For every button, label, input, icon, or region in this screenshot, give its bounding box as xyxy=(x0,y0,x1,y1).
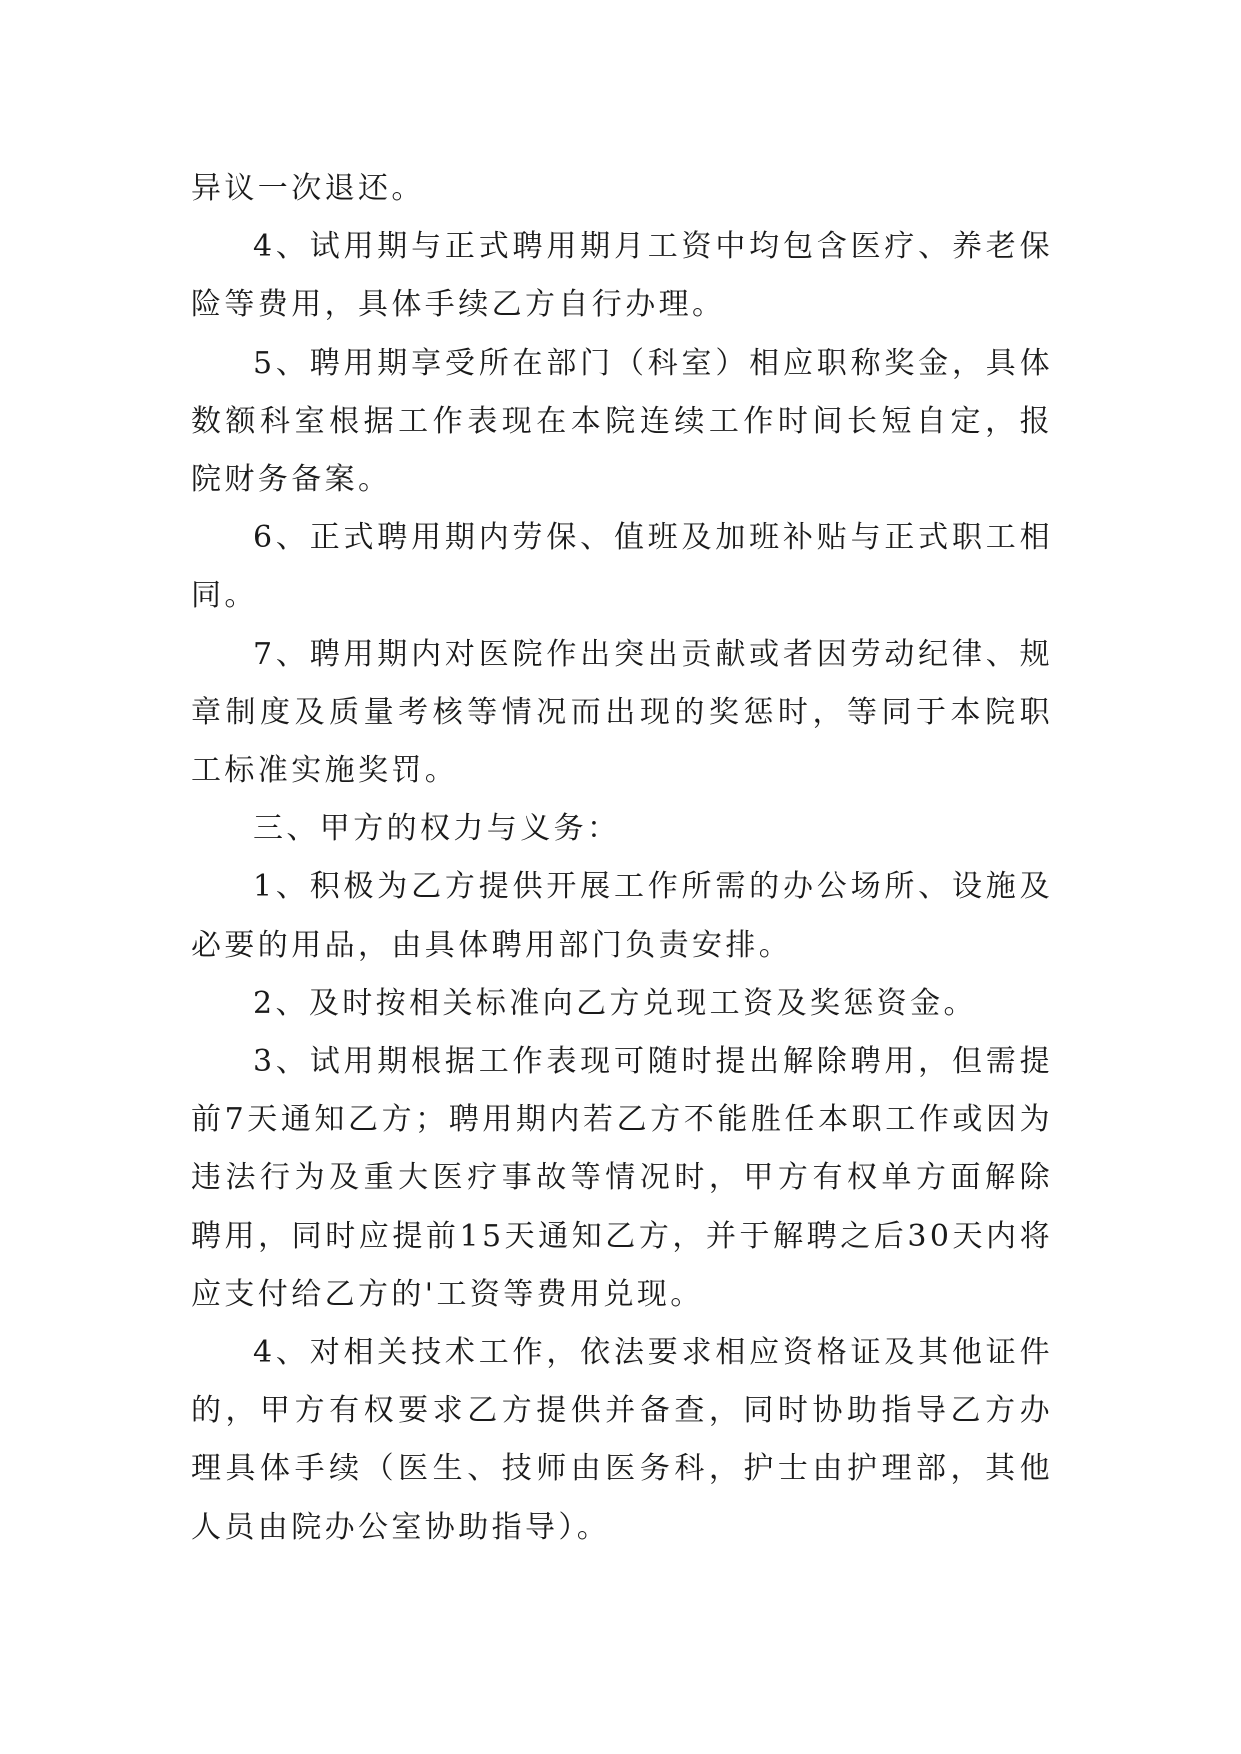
paragraph-a-item-3-termination: 3、试用期根据工作表现可随时提出解除聘用，但需提前7天通知乙方；聘用期内若乙方不能胜任本职工作或因为违法行为及重大医疗事故等情况时，甲方有权单方面解除聘用，同时应提前15天通知乙方，并于解聘之后30天内将应支付给乙方的'工资等费用兑现。 xyxy=(191,1044,1053,1312)
paragraph-item-6-subsidy: 6、正式聘用期内劳保、值班及加班补贴与正式职工相同。 xyxy=(191,520,1053,614)
paragraph-a-item-1-facilities: 1、积极为乙方提供开展工作所需的办公场所、设施及必要的用品，由具体聘用部门负责安排。 xyxy=(191,869,1053,963)
paragraph-item-4-insurance: 4、试用期与正式聘用期月工资中均包含医疗、养老保险等费用，具体手续乙方自行办理。 xyxy=(191,229,1053,323)
document-body xyxy=(191,160,1053,1557)
paragraph-item-5-bonus: 5、聘用期享受所在部门（科室）相应职称奖金，具体数额科室根据工作表现在本院连续工作时间长短自定，报院财务备案。 xyxy=(191,345,1053,498)
paragraph-a-item-4-certificates: 4、对相关技术工作，依法要求相应资格证及其他证件的，甲方有权要求乙方提供并备查，同时协助指导乙方办理具体手续（医生、技师由医务科，护士由护理部，其他人员由院办公室协助指导）。 xyxy=(191,1335,1053,1545)
paragraph-refund-continuation: 异议一次退还。 xyxy=(191,171,425,206)
paragraph-item-7-rewards: 7、聘用期内对医院作出突出贡献或者因劳动纪律、规章制度及质量考核等情况而出现的奖惩时，等同于本院职工标准实施奖罚。 xyxy=(191,636,1053,789)
section-heading-party-a-rights: 三、甲方的权力与义务： xyxy=(253,811,621,847)
paragraph-a-item-2-wages: 2、及时按相关标准向乙方兑现工资及奖惩资金。 xyxy=(253,985,977,1021)
